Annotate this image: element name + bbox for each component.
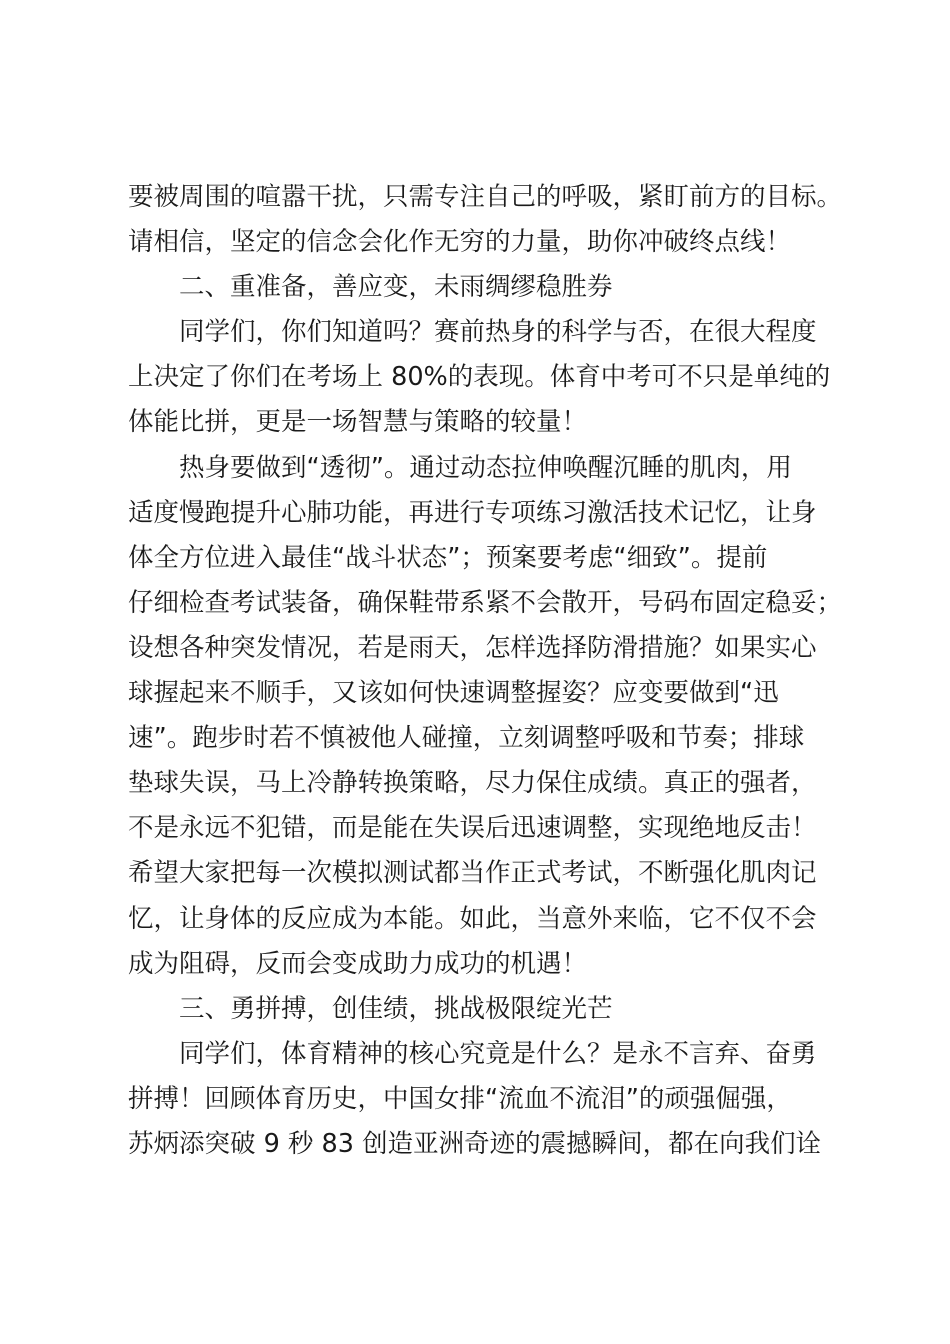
text-line: 要被周围的喧嚣干扰，只需专注自己的呼吸，紧盯前方的目标。	[128, 182, 843, 212]
text-line: 拼搏！回顾体育历史，中国女排“流血不流泪”的顽强倔强，	[128, 1083, 792, 1114]
text-line: 苏炳添突破 9 秒 83 创造亚洲奇迹的震撼瞬间，都在向我们诠	[128, 1128, 822, 1159]
text-line: 设想各种突发情况，若是雨天，怎样选择防滑措施？如果实心	[128, 632, 817, 663]
text-line: 垫球失误，马上冷静转换策略，尽力保住成绩。真正的强者，	[128, 768, 817, 799]
text-line: 热身要做到“透彻”。通过动态拉伸唤醒沉睡的肌肉，用	[179, 452, 792, 483]
text-line: 忆，让身体的反应成为本能。如此，当意外来临，它不仅不会	[128, 903, 817, 934]
text-line: 上决定了你们在考场上 80%的表现。体育中考可不只是单纯的	[128, 362, 831, 393]
text-line: 速”。跑步时若不慎被他人碰撞，立刻调整呼吸和节奏；排球	[128, 723, 805, 754]
section-heading: 二、重准备，善应变，未雨绸缪稳胜券	[179, 272, 613, 303]
text-line: 同学们，你们知道吗？赛前热身的科学与否，在很大程度	[179, 317, 817, 348]
section-heading: 三、勇拼搏，创佳绩，挑战极限绽光芒	[179, 993, 613, 1024]
text-line: 成为阻碍，反而会变成助力成功的机遇！	[128, 948, 588, 979]
text-line: 请相信，坚定的信念会化作无穷的力量，助你冲破终点线！	[128, 227, 792, 258]
text-line: 体能比拼，更是一场智慧与策略的较量！	[128, 407, 588, 438]
text-line: 希望大家把每一次模拟测试都当作正式考试，不断强化肌肉记	[128, 858, 817, 889]
text-line: 体全方位进入最佳“战斗状态”；预案要考虑“细致”。提前	[128, 542, 768, 573]
body-text	[128, 175, 848, 1167]
text-line: 适度慢跑提升心肺功能，再进行专项练习激活技术记忆，让身	[128, 497, 817, 528]
text-line: 球握起来不顺手，又该如何快速调整握姿？应变要做到“迅	[128, 678, 779, 709]
text-line: 仔细检查考试装备，确保鞋带系紧不会散开，号码布固定稳妥；	[128, 587, 843, 618]
text-line: 不是永远不犯错，而是能在失误后迅速调整，实现绝地反击！	[128, 813, 817, 844]
text-line: 同学们，体育精神的核心究竟是什么？是永不言弃、奋勇	[179, 1038, 817, 1069]
